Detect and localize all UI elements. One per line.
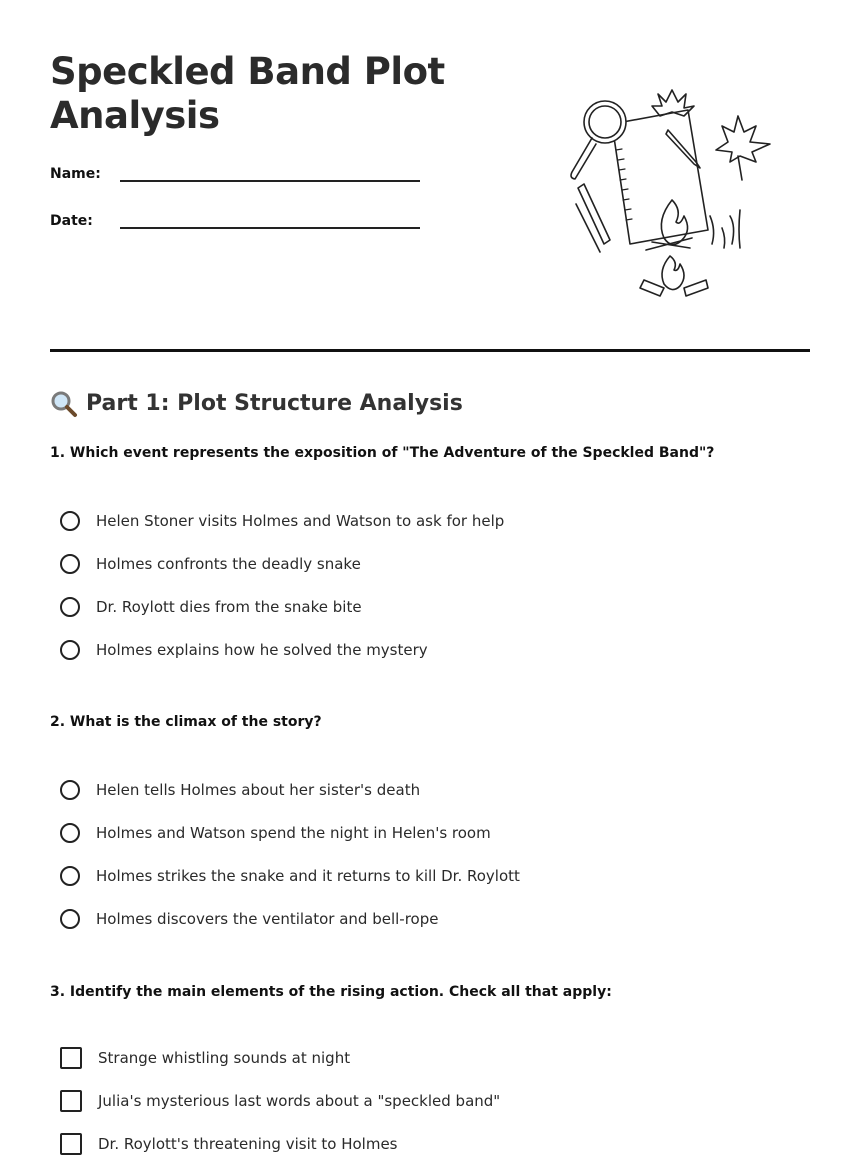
checkbox[interactable] — [60, 1047, 82, 1069]
radio-button[interactable] — [60, 597, 80, 617]
q1-option-1[interactable]: Helen Stoner visits Holmes and Watson to ask for help — [60, 508, 504, 534]
radio-button[interactable] — [60, 780, 80, 800]
q1-option-4[interactable]: Holmes explains how he solved the mystery — [60, 637, 428, 663]
date-field[interactable] — [50, 213, 430, 237]
q1-option-2[interactable]: Holmes confronts the deadly snake — [60, 551, 361, 577]
q2-option-1[interactable]: Helen tells Holmes about her sister's death — [60, 777, 420, 803]
radio-button[interactable] — [60, 554, 80, 574]
q3-option-3[interactable]: Dr. Roylott's threatening visit to Holmes — [60, 1131, 398, 1157]
question-3: 3. Identify the main elements of the rising action. Check all that apply: — [50, 984, 612, 1000]
radio-button[interactable] — [60, 640, 80, 660]
radio-button[interactable] — [60, 511, 80, 531]
page-title: Speckled Band Plot Analysis — [50, 50, 445, 137]
radio-button[interactable] — [60, 909, 80, 929]
magnifying-glass-icon — [50, 390, 78, 418]
date-input-line[interactable] — [120, 227, 420, 229]
radio-button[interactable] — [60, 866, 80, 886]
radio-button[interactable] — [60, 823, 80, 843]
date-label: Date: — [50, 213, 93, 229]
question-1: 1. Which event represents the exposition of "The Adventure of the Speckled Band"? — [50, 445, 715, 461]
q3-option-2[interactable]: Julia's mysterious last words about a "speckled band" — [60, 1088, 500, 1114]
name-input-line[interactable] — [120, 180, 420, 182]
q3-option-1[interactable]: Strange whistling sounds at night — [60, 1045, 350, 1071]
checkbox[interactable] — [60, 1090, 82, 1112]
part1-heading — [50, 388, 463, 420]
detective-illustration — [560, 80, 780, 310]
q1-option-3[interactable]: Dr. Roylott dies from the snake bite — [60, 594, 362, 620]
q2-option-2[interactable]: Holmes and Watson spend the night in Helen's room — [60, 820, 491, 846]
part1-heading-text: Part 1: Plot Structure Analysis — [86, 391, 463, 416]
checkbox[interactable] — [60, 1133, 82, 1155]
section-divider — [50, 349, 810, 352]
q2-option-3[interactable]: Holmes strikes the snake and it returns to kill Dr. Roylott — [60, 863, 520, 889]
question-2: 2. What is the climax of the story? — [50, 714, 322, 730]
notebook-icon — [612, 110, 708, 244]
name-field[interactable] — [50, 166, 430, 190]
q2-option-4[interactable]: Holmes discovers the ventilator and bell-rope — [60, 906, 438, 932]
name-label: Name: — [50, 166, 101, 182]
